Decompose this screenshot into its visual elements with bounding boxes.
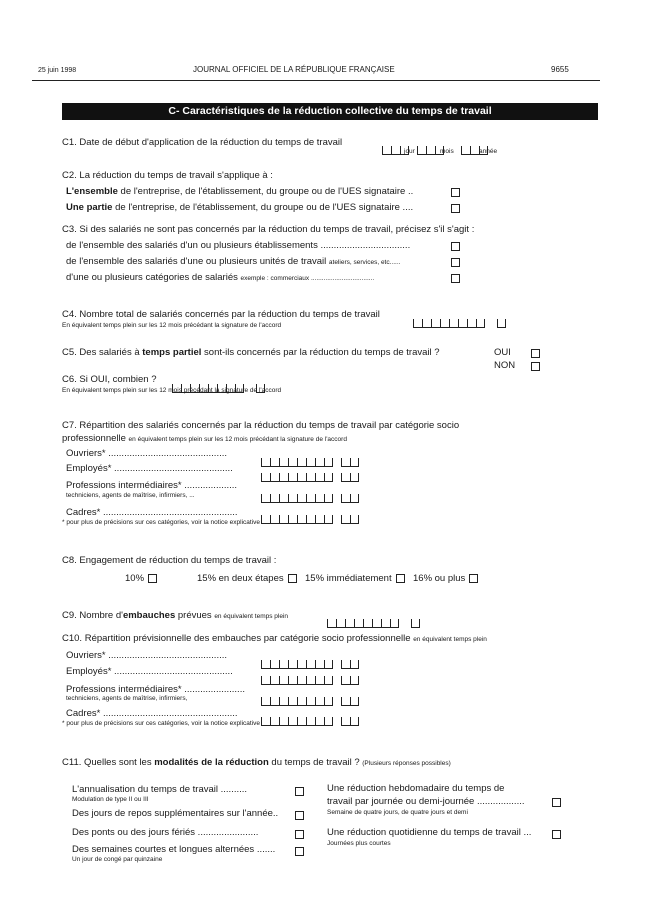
c7-cadres-label: Cadres* ...................................................: [66, 507, 238, 518]
c5-label-bold: temps partiel: [142, 347, 202, 358]
c11-jours-repos-checkbox[interactable]: [295, 811, 304, 820]
c11-jours-repos-label: Des jours de repos supplémentaires sur l'année..: [72, 808, 279, 819]
c11-label: [62, 757, 451, 768]
c10-cadres-label: Cadres* ...................................................: [66, 708, 238, 719]
c3-etablissements-checkbox[interactable]: [451, 242, 460, 251]
header-rule: [32, 80, 600, 81]
c11-semaines-label: Des semaines courtes et longues alternées .......: [72, 844, 276, 855]
c11-quotidienne-label: Une réduction quotidienne du temps de travail ...: [327, 827, 532, 838]
c9-label-post: prévues: [175, 610, 212, 621]
c6-note: En équivalent temps plein sur les 12 mois précédant la signature de l'accord: [62, 387, 282, 394]
header-date: 25 juin 1998: [38, 67, 77, 74]
c2-option-partie: [66, 202, 413, 213]
c7-label2: professionnelle: [62, 433, 126, 444]
c2-opt2-rest: de l'entreprise, de l'établissement, du groupe ou de l'UES signataire ....: [112, 202, 414, 213]
c11-hebdo-line1: Une réduction hebdomadaire du temps de: [327, 783, 505, 794]
c10-ouvriers-label: Ouvriers* .............................................: [66, 650, 228, 661]
c10-employes-field[interactable]: [261, 667, 359, 685]
c8-opt3-text: 15% immédiatement: [305, 573, 392, 584]
c2-label: C2. La réduction du temps de travail s'applique à :: [62, 170, 273, 181]
c11-quotidienne-small: Journées plus courtes: [327, 840, 391, 847]
c10-label-text: C10. Répartition prévisionnelle des embauches par catégorie socio professionnelle: [62, 633, 411, 644]
c1-jour-label: jour: [404, 148, 415, 155]
c9-label: [62, 610, 288, 621]
c11-semaines-checkbox[interactable]: [295, 847, 304, 856]
c8-16-checkbox[interactable]: [469, 574, 478, 583]
c10-footnote: * pour plus de précisions sur ces catégories, voir la notice explicative: [62, 720, 260, 727]
c8-option-10: [125, 573, 157, 584]
c8-opt4-text: 16% ou plus: [413, 573, 466, 584]
c8-option-15-imm: [305, 573, 405, 584]
c1-mois-label: mois: [440, 148, 454, 155]
c11-annualisation-label: L'annualisation du temps de travail ..........: [72, 784, 248, 795]
c5-oui-checkbox[interactable]: [531, 349, 540, 358]
c8-15-imm-checkbox[interactable]: [396, 574, 405, 583]
c11-ponts-checkbox[interactable]: [295, 830, 304, 839]
c7-employes-field[interactable]: [261, 464, 359, 482]
c5-label: [62, 347, 440, 358]
c10-prof-field[interactable]: [261, 688, 359, 706]
c11-label-pre: C11. Quelles sont les: [62, 757, 155, 768]
c7-ouvriers-label: Ouvriers* .............................................: [66, 448, 228, 459]
c9-label-pre: C9. Nombre d': [62, 610, 123, 621]
c3-opt3-text: d'une ou plusieurs catégories de salariés: [66, 272, 238, 283]
c2-opt1-bold: L'ensemble: [66, 186, 118, 197]
c8-label: C8. Engagement de réduction du temps de travail :: [62, 555, 277, 566]
c3-label: C3. Si des salariés ne sont pas concernés par la réduction du temps de travail, précisez s'il s'agit :: [62, 224, 475, 235]
c8-15-deux-checkbox[interactable]: [288, 574, 297, 583]
c3-opt2-text: de l'ensemble des salariés d'une ou plusieurs unités de travail: [66, 256, 327, 267]
c11-label-post: du temps de travail ?: [268, 757, 360, 768]
c11-semaines-small: Un jour de congé par quinzaine: [72, 856, 163, 863]
c2-partie-checkbox[interactable]: [451, 204, 460, 213]
c10-cadres-field[interactable]: [261, 708, 359, 726]
c7-label2-small: en équivalent temps plein sur les 12 mois précédant la signature de l'accord: [128, 436, 347, 443]
c11-ponts-label: Des ponts ou des jours fériés .......................: [72, 827, 259, 838]
c2-opt2-bold: Une partie: [66, 202, 113, 213]
c2-option-ensemble: [66, 186, 413, 197]
c9-small: en équivalent temps plein: [214, 613, 289, 620]
c5-label-pre: C5. Des salariés à: [62, 347, 143, 358]
c1-label: C1. Date de début d'application de la réduction du temps de travail: [62, 137, 343, 148]
c5-non-label: NON: [494, 360, 516, 371]
c10-label: [62, 633, 487, 644]
c3-opt2-small: ateliers, services, etc......: [328, 259, 401, 266]
c3-option-etablissements: de l'ensemble des salariés d'un ou plusieurs établissements ..................................: [66, 240, 411, 251]
c7-employes-label: Employés* .............................................: [66, 463, 233, 474]
c3-opt3-small: exemple : commerciaux ...................................: [240, 275, 375, 282]
c11-label-bold: modalités de la réduction: [154, 757, 269, 768]
c9-label-bold: embauches: [122, 610, 176, 621]
c11-hebdo-line2: travail par journée ou demi-journée ..................: [327, 796, 525, 807]
c7-label-line2: [62, 433, 347, 444]
c3-unites-checkbox[interactable]: [451, 258, 460, 267]
header-journal: JOURNAL OFFICIEL DE LA RÉPUBLIQUE FRANÇAISE: [193, 65, 395, 74]
c8-opt1-text: 10%: [125, 573, 145, 584]
c7-prof-field[interactable]: [261, 485, 359, 503]
c2-ensemble-checkbox[interactable]: [451, 188, 460, 197]
c6-label: C6. Si OUI, combien ?: [62, 374, 157, 385]
c11-annualisation-small: Modulation de type II ou III: [72, 796, 149, 803]
c8-10-checkbox[interactable]: [148, 574, 157, 583]
c5-oui-label: OUI: [494, 347, 511, 358]
c7-label-line1: C7. Répartition des salariés concernés par la réduction du temps de travail par catégorie socio: [62, 420, 460, 431]
c11-hebdo-small: Semaine de quatre jours, de quatre jours et demi: [327, 809, 468, 816]
c7-cadres-field[interactable]: [261, 506, 359, 524]
c11-quotidienne-checkbox[interactable]: [552, 830, 561, 839]
c7-prof-label: Professions intermédiaires* ....................: [66, 480, 238, 491]
c8-option-16: [413, 573, 478, 584]
c3-categories-checkbox[interactable]: [451, 274, 460, 283]
c10-prof-small: techniciens, agents de maîtrise, infirmiers,: [66, 695, 188, 702]
c10-small: en équivalent temps plein: [413, 636, 487, 643]
c7-prof-small: techniciens, agents de maîtrise, infirmiers, ...: [66, 492, 195, 499]
c9-number-field[interactable]: [327, 610, 420, 628]
c1-date-field[interactable]: [382, 137, 488, 155]
c4-number-field[interactable]: [413, 310, 506, 328]
c7-footnote: * pour plus de précisions sur ces catégories, voir la notice explicative: [62, 519, 260, 526]
c4-label: C4. Nombre total de salariés concernés par la réduction du temps de travail: [62, 309, 380, 320]
c8-opt2-text: 15% en deux étapes: [197, 573, 284, 584]
c5-label-post: sont-ils concernés par la réduction du temps de travail ?: [201, 347, 440, 358]
c11-hebdo-checkbox[interactable]: [552, 798, 561, 807]
section-title: C- Caractéristiques de la réduction collective du temps de travail: [62, 103, 598, 120]
c2-opt1-rest: de l'entreprise, de l'établissement, du groupe ou de l'UES signataire ..: [117, 186, 414, 197]
c11-annualisation-checkbox[interactable]: [295, 787, 304, 796]
c8-option-15-deux: [197, 573, 297, 584]
c1-annee-label: année: [479, 148, 498, 155]
c4-note: En équivalent temps plein sur les 12 mois précédant la signature de l'accord: [62, 322, 282, 329]
c10-prof-label: Professions intermédiaires* .......................: [66, 684, 245, 695]
header-page-number: 9655: [551, 65, 569, 74]
c3-option-unites: [66, 256, 400, 267]
c11-small: (Plusieurs réponses possibles): [362, 760, 451, 767]
c10-employes-label: Employés* .............................................: [66, 666, 233, 677]
c5-non-checkbox[interactable]: [531, 362, 540, 371]
c3-option-categories: [66, 272, 374, 283]
